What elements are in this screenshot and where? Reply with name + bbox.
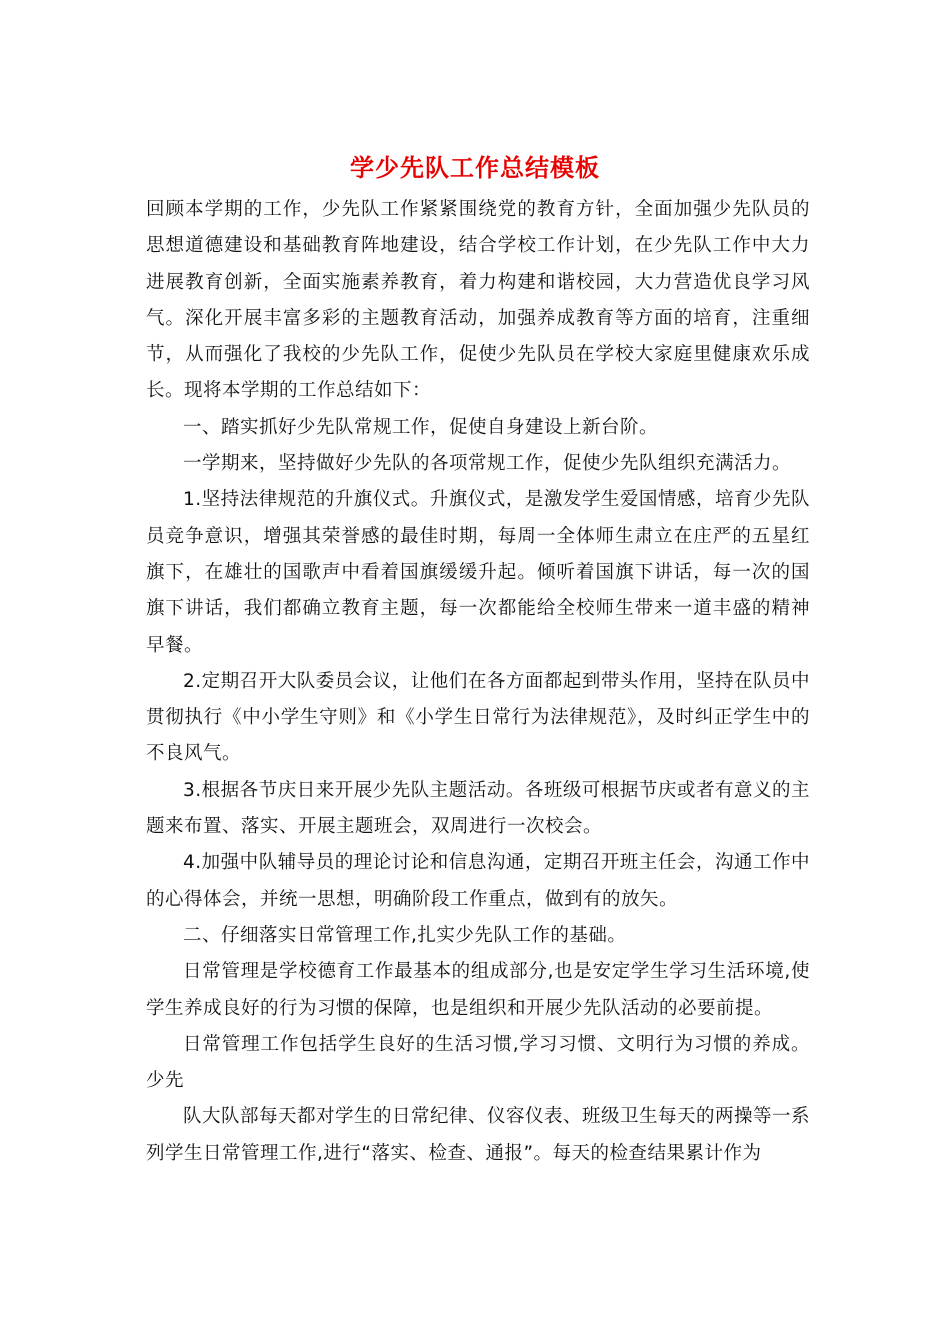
paragraph: 日常管理是学校德育工作最基本的组成部分,也是安定学生学习生活环境,使学生养成良好的行为习惯的保障，也是组织和开展少先队活动的必要前提。	[146, 961, 810, 1019]
paragraph: 队大队部每天都对学生的日常纪律、仪容仪表、班级卫生每天的两操等一系列学生日常管理工作,进行“落实、检查、通报”。每天的检查结果累计作为	[146, 1106, 811, 1164]
list-item-3: 3.根据各节庆日来开展少先队主题活动。各班级可根据节庆或者有意义的主题来布置、落实、开展主题班会，双周进行一次校会。	[146, 779, 810, 838]
document-title: 学少先队工作总结模板	[350, 153, 600, 182]
paragraph: 日常管理工作包括学生良好的生活习惯,学习习惯、文明行为习惯的养成。少先	[146, 1033, 810, 1092]
list-item-4: 4.加强中队辅导员的理论讨论和信息沟通，定期召开班主任会，沟通工作中的心得体会，并统一思想，明确阶段工作重点，做到有的放矢。	[146, 852, 810, 910]
document-body	[146, 192, 810, 1172]
section-heading-2: 二、仔细落实日常管理工作,扎实少先队工作的基础。	[183, 924, 627, 946]
list-item-2: 2.定期召开大队委员会议，让他们在各方面都起到带头作用，坚持在队员中贯彻执行《中小学生守则》和《小学生日常行为法律规范》，及时纠正学生中的不良风气。	[146, 670, 810, 765]
list-item-1: 1.坚持法律规范的升旗仪式。升旗仪式，是激发学生爱国情感，培育少先队员竞争意识，增强其荣誉感的最佳时期，每周一全体师生肃立在庄严的五星红旗下，在雄壮的国歌声中看着国旗缓缓升起。倾听着国旗下讲话，每一次的国旗下讲话，我们都确立教育主题，每一次都能给全校师生带来一道丰盛的精神早餐。	[146, 489, 810, 656]
paragraph-intro: 回顾本学期的工作，少先队工作紧紧围绕党的教育方针，全面加强少先队员的思想道德建设和基础教育阵地建设，结合学校工作计划，在少先队工作中大力进展教育创新，全面实施素养教育，着力构建和谐校园，大力营造优良学习风气。深化开展丰富多彩的主题教育活动，加强养成教育等方面的培育，注重细节，从而强化了我校的少先队工作，促使少先队员在学校大家庭里健康欢乐成长。现将本学期的工作总结如下：	[146, 199, 810, 402]
paragraph: 一学期来，坚持做好少先队的各项常规工作，促使少先队组织充满活力。	[183, 453, 792, 475]
section-heading-1: 一、踏实抓好少先队常规工作，促使自身建设上新台阶。	[183, 416, 659, 438]
